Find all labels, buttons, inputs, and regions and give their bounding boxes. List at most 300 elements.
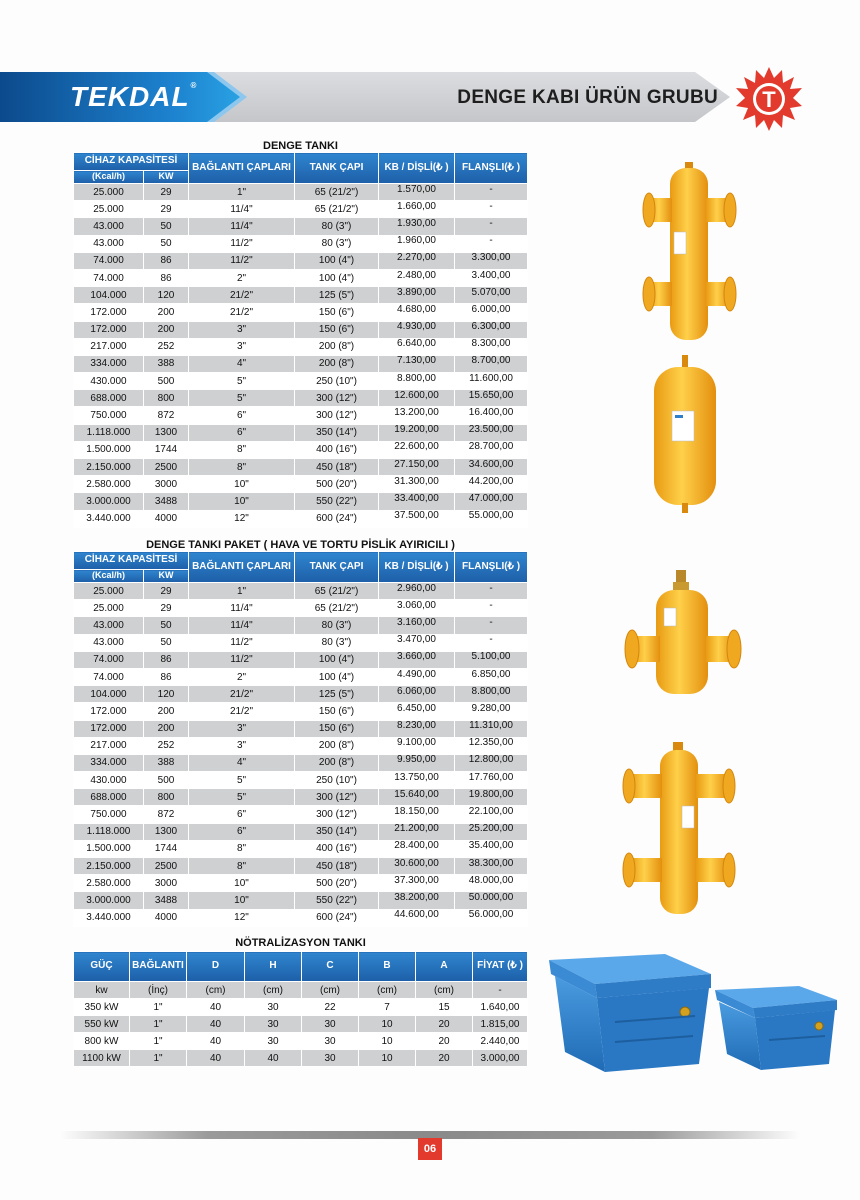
table-cell: 10: [359, 1033, 416, 1050]
table-cell: 22.600,00: [379, 441, 455, 458]
column-header: A: [416, 952, 473, 982]
table-row: [74, 304, 528, 321]
table-cell: 550 (22"): [295, 493, 379, 510]
table-row: [74, 355, 528, 372]
table-cell: 29: [144, 201, 189, 218]
table-cell: 500: [144, 772, 189, 789]
table-cell: 2500: [144, 459, 189, 476]
table-cell: 1": [130, 999, 187, 1016]
table-cell: 172.000: [74, 304, 144, 321]
table-cell: -: [473, 982, 528, 999]
table-row: [74, 600, 528, 617]
table-row: [74, 287, 528, 304]
table-cell: 800: [144, 390, 189, 407]
page-title: DENGE KABI ÜRÜN GRUBU: [457, 87, 718, 108]
table-cell: 9.280,00: [455, 703, 528, 720]
table-cell: 125 (5"): [295, 686, 379, 703]
table-cell: 1300: [144, 823, 189, 840]
table-cell: 6.300,00: [455, 321, 528, 338]
header-kcal: (Kcal/h): [74, 570, 144, 583]
table-cell: 74.000: [74, 252, 144, 269]
table-cell: 31.300,00: [379, 476, 455, 493]
table-cell: 12": [189, 510, 295, 527]
table-cell: 100 (4"): [295, 668, 379, 685]
table-cell: 350 (14"): [295, 424, 379, 441]
section-title-denge-tanki-paket: DENGE TANKI PAKET ( HAVA VE TORTU PİSLİK AYIRICILI ): [146, 539, 455, 551]
table-cell: 150 (6"): [295, 321, 379, 338]
column-header: GÜÇ: [74, 952, 130, 982]
table-cell: 3.470,00: [379, 634, 455, 651]
table-cell: 12": [189, 909, 295, 926]
table-cell: 11.600,00: [455, 373, 528, 390]
table-cell: 43.000: [74, 617, 144, 634]
table-cell: 19.800,00: [455, 789, 528, 806]
table-cell: 3488: [144, 892, 189, 909]
table-cell: 74.000: [74, 668, 144, 685]
table-cell: 1": [130, 1033, 187, 1050]
table-cell: 5": [189, 390, 295, 407]
header-tank-diameter: TANK ÇAPI: [295, 153, 379, 184]
table-cell: 22.100,00: [455, 806, 528, 823]
table-cell: 4.930,00: [379, 321, 455, 338]
table-cell: 86: [144, 668, 189, 685]
table-cell: 29: [144, 600, 189, 617]
table-cell: 23.500,00: [455, 424, 528, 441]
table-row: [74, 510, 528, 527]
table-cell: 48.000,00: [455, 875, 528, 892]
table-cell: 30: [302, 1016, 359, 1033]
table-cell: 6.850,00: [455, 668, 528, 685]
table-cell: 40: [187, 1050, 245, 1067]
header-kb-threaded: KB / DİŞLİ(₺ ): [379, 153, 455, 184]
table-row: [74, 476, 528, 493]
table-cell: 20: [416, 1016, 473, 1033]
section-title-notralizasyon: NÖTRALİZASYON TANKI: [235, 937, 366, 949]
table-cell: 2.960,00: [379, 583, 455, 600]
table-cell: 300 (12"): [295, 407, 379, 424]
denge-tanki-paket-image: [622, 570, 742, 700]
table-cell: 104.000: [74, 686, 144, 703]
notralizasyon-rows: [74, 982, 528, 1067]
table-cell: 11/2": [189, 651, 295, 668]
table-cell: 3": [189, 321, 295, 338]
table-row: [74, 407, 528, 424]
table-cell: 37.300,00: [379, 875, 455, 892]
table-cell: 13.750,00: [379, 772, 455, 789]
table-cell: 30: [302, 1033, 359, 1050]
table-cell: 334.000: [74, 754, 144, 771]
table-cell: 8.800,00: [379, 373, 455, 390]
table-cell: 4.680,00: [379, 304, 455, 321]
table-row: [74, 686, 528, 703]
table-cell: 7.130,00: [379, 355, 455, 372]
table-cell: 430.000: [74, 772, 144, 789]
table-cell: 25.000: [74, 583, 144, 600]
table-row: [74, 583, 528, 600]
table-cell: 17.760,00: [455, 772, 528, 789]
table-cell: 2": [189, 668, 295, 685]
badge-letter: T: [762, 87, 776, 112]
table-cell: 120: [144, 686, 189, 703]
table-cell: 15: [416, 999, 473, 1016]
table-cell: 8": [189, 840, 295, 857]
table-cell: 300 (12"): [295, 390, 379, 407]
column-header: H: [245, 952, 302, 982]
table-row: [74, 634, 528, 651]
table-cell: 30: [245, 999, 302, 1016]
table-cell: 6": [189, 806, 295, 823]
table-cell: 11/4": [189, 617, 295, 634]
column-header: D: [187, 952, 245, 982]
table-cell: 21/2": [189, 287, 295, 304]
table-cell: 10: [359, 1050, 416, 1067]
table-cell: 450 (18"): [295, 858, 379, 875]
table-cell: 56.000,00: [455, 909, 528, 926]
table-cell: 5": [189, 373, 295, 390]
table-cell: 34.600,00: [455, 459, 528, 476]
table-cell: 65 (21/2"): [295, 583, 379, 600]
header-kw: KW: [144, 171, 189, 184]
table-cell: 688.000: [74, 390, 144, 407]
table-cell: 12.800,00: [455, 754, 528, 771]
table-cell: 20: [416, 1033, 473, 1050]
table-row: [74, 858, 528, 875]
table-cell: 28.700,00: [455, 441, 528, 458]
table-cell: 200 (8"): [295, 355, 379, 372]
table-cell: 1.118.000: [74, 823, 144, 840]
table-cell: 6": [189, 823, 295, 840]
table-cell: 50: [144, 218, 189, 235]
table-cell: 6.000,00: [455, 304, 528, 321]
table-cell: -: [455, 184, 528, 201]
table-cell: 450 (18"): [295, 459, 379, 476]
table-cell: 6": [189, 424, 295, 441]
table-cell: 500: [144, 373, 189, 390]
table-cell: 4": [189, 754, 295, 771]
table-cell: 217.000: [74, 737, 144, 754]
column-header: B: [359, 952, 416, 982]
denge-tanki-flanged-image: [640, 160, 740, 348]
table-cell: 200: [144, 304, 189, 321]
table-cell: 1.570,00: [379, 184, 455, 201]
table-cell: 252: [144, 737, 189, 754]
notralizasyon-box-small-image: [713, 984, 841, 1074]
table-cell: 43.000: [74, 218, 144, 235]
table-cell: 1": [189, 184, 295, 201]
table-cell: 86: [144, 269, 189, 286]
denge-tanki-table: [73, 152, 528, 528]
table-cell: 400 (16"): [295, 840, 379, 857]
table-cell: 12.350,00: [455, 737, 528, 754]
table-cell: 1.815,00: [473, 1016, 528, 1033]
table-cell: 6.640,00: [379, 338, 455, 355]
header-capacity: CİHAZ KAPASİTESİ: [74, 552, 189, 570]
table-row: [74, 823, 528, 840]
table-row: [74, 459, 528, 476]
table-cell: 10": [189, 493, 295, 510]
table-cell: 200 (8"): [295, 338, 379, 355]
table-cell: 10": [189, 476, 295, 493]
table-cell: 150 (6"): [295, 720, 379, 737]
table-cell: kw: [74, 982, 130, 999]
table-cell: 80 (3"): [295, 634, 379, 651]
table-cell: 872: [144, 407, 189, 424]
table-cell: 11/4": [189, 600, 295, 617]
header-flanged: FLANŞLI(₺ ): [455, 552, 528, 583]
table-cell: 74.000: [74, 651, 144, 668]
table-cell: 13.200,00: [379, 407, 455, 424]
table-row: [74, 754, 528, 771]
table-cell: 10": [189, 892, 295, 909]
table-cell: 30: [245, 1016, 302, 1033]
table-cell: 750.000: [74, 407, 144, 424]
table-cell: 1744: [144, 840, 189, 857]
table-cell: 19.200,00: [379, 424, 455, 441]
table-cell: -: [455, 600, 528, 617]
table-cell: 3.060,00: [379, 600, 455, 617]
table-row: [74, 424, 528, 441]
table-cell: 43.000: [74, 634, 144, 651]
table-cell: 5.070,00: [455, 287, 528, 304]
table-row: [74, 789, 528, 806]
table-cell: 3.890,00: [379, 287, 455, 304]
table-cell: 8.230,00: [379, 720, 455, 737]
table-cell: 300 (12"): [295, 806, 379, 823]
table-row: [74, 617, 528, 634]
table-cell: 3.000,00: [473, 1050, 528, 1067]
table-cell: 65 (21/2"): [295, 600, 379, 617]
table-row: [74, 651, 528, 668]
table-cell: 3": [189, 737, 295, 754]
table-row: [74, 982, 528, 999]
table-row: [74, 218, 528, 235]
table-cell: 250 (10"): [295, 772, 379, 789]
header-kb-threaded: KB / DİŞLİ(₺ ): [379, 552, 455, 583]
table-cell: 250 (10"): [295, 373, 379, 390]
table-cell: 4000: [144, 909, 189, 926]
table-cell: 2.150.000: [74, 858, 144, 875]
table-cell: 38.300,00: [455, 858, 528, 875]
table-cell: 25.200,00: [455, 823, 528, 840]
table-cell: 172.000: [74, 720, 144, 737]
table-cell: (cm): [302, 982, 359, 999]
table-cell: 1100 kW: [74, 1050, 130, 1067]
table-cell: 74.000: [74, 269, 144, 286]
table-cell: 18.150,00: [379, 806, 455, 823]
table-cell: (cm): [187, 982, 245, 999]
table-cell: 750.000: [74, 806, 144, 823]
table-cell: 2.580.000: [74, 476, 144, 493]
column-header: BAĞLANTI: [130, 952, 187, 982]
table-cell: 252: [144, 338, 189, 355]
header-band: [0, 72, 860, 122]
table-cell: 20: [416, 1050, 473, 1067]
table-cell: 500 (20"): [295, 875, 379, 892]
table-row: [74, 875, 528, 892]
header-kcal: (Kcal/h): [74, 171, 144, 184]
table-cell: 3.400,00: [455, 269, 528, 286]
column-header: FİYAT (₺ ): [473, 952, 528, 982]
denge-tanki-cylinder-image: [650, 355, 720, 515]
table-row: [74, 201, 528, 218]
table-row: [74, 737, 528, 754]
table-cell: 65 (21/2"): [295, 184, 379, 201]
table-cell: 3.000.000: [74, 892, 144, 909]
table-cell: 172.000: [74, 321, 144, 338]
table-cell: 100 (4"): [295, 651, 379, 668]
table-cell: 8.800,00: [455, 686, 528, 703]
table-row: [74, 252, 528, 269]
table-cell: 217.000: [74, 338, 144, 355]
table-cell: 38.200,00: [379, 892, 455, 909]
table-row: [74, 703, 528, 720]
table-cell: 334.000: [74, 355, 144, 372]
table-cell: 30: [302, 1050, 359, 1067]
table-cell: -: [455, 617, 528, 634]
header-flanged: FLANŞLI(₺ ): [455, 153, 528, 184]
table-cell: 11/2": [189, 252, 295, 269]
table-cell: 1.930,00: [379, 218, 455, 235]
table-row: [74, 373, 528, 390]
table-cell: 6.060,00: [379, 686, 455, 703]
denge-tanki-rows: [74, 184, 528, 528]
table-cell: 388: [144, 355, 189, 372]
table-cell: 44.600,00: [379, 909, 455, 926]
table-cell: 104.000: [74, 287, 144, 304]
table-row: [74, 909, 528, 926]
table-cell: 100 (4"): [295, 252, 379, 269]
table-cell: 5": [189, 789, 295, 806]
table-row: [74, 1033, 528, 1050]
table-cell: 400 (16"): [295, 441, 379, 458]
table-cell: 3.000.000: [74, 493, 144, 510]
table-cell: (cm): [359, 982, 416, 999]
table-cell: 100 (4"): [295, 269, 379, 286]
table-row: [74, 806, 528, 823]
table-cell: 21/2": [189, 703, 295, 720]
table-cell: 29: [144, 583, 189, 600]
table-cell: 2.580.000: [74, 875, 144, 892]
table-cell: 11/2": [189, 634, 295, 651]
table-row: [74, 184, 528, 201]
table-cell: 65 (21/2"): [295, 201, 379, 218]
table-cell: 3488: [144, 493, 189, 510]
table-cell: 28.400,00: [379, 840, 455, 857]
table-cell: 2.270,00: [379, 252, 455, 269]
header-kw: KW: [144, 570, 189, 583]
table-cell: 600 (24"): [295, 909, 379, 926]
table-cell: 50: [144, 634, 189, 651]
table-cell: 8": [189, 459, 295, 476]
table-cell: 6.450,00: [379, 703, 455, 720]
table-cell: 1744: [144, 441, 189, 458]
table-cell: 33.400,00: [379, 493, 455, 510]
table-cell: 27.150,00: [379, 459, 455, 476]
table-cell: 125 (5"): [295, 287, 379, 304]
table-cell: 80 (3"): [295, 617, 379, 634]
table-row: [74, 999, 528, 1016]
table-row: [74, 1050, 528, 1067]
table-cell: 200: [144, 321, 189, 338]
table-cell: 3.160,00: [379, 617, 455, 634]
table-cell: 1.660,00: [379, 201, 455, 218]
table-cell: 430.000: [74, 373, 144, 390]
table-cell: 11.310,00: [455, 720, 528, 737]
table-cell: 10: [359, 1016, 416, 1033]
table-cell: 3000: [144, 476, 189, 493]
table-row: [74, 668, 528, 685]
table-cell: 3.440.000: [74, 909, 144, 926]
table-cell: 29: [144, 184, 189, 201]
table-cell: 300 (12"): [295, 789, 379, 806]
table-cell: 8": [189, 858, 295, 875]
table-cell: 6": [189, 407, 295, 424]
table-cell: 200: [144, 720, 189, 737]
table-row: [74, 840, 528, 857]
table-cell: 8": [189, 441, 295, 458]
table-cell: (cm): [416, 982, 473, 999]
header-capacity: CİHAZ KAPASİTESİ: [74, 153, 189, 171]
table-cell: 2.440,00: [473, 1033, 528, 1050]
table-cell: 43.000: [74, 235, 144, 252]
table-cell: 10": [189, 875, 295, 892]
table-cell: 3000: [144, 875, 189, 892]
notralizasyon-table: [73, 951, 528, 1067]
table-cell: 350 kW: [74, 999, 130, 1016]
table-cell: 40: [187, 1016, 245, 1033]
table-row: [74, 321, 528, 338]
table-cell: 200 (8"): [295, 737, 379, 754]
header-connection: BAĞLANTI ÇAPLARI: [189, 552, 295, 583]
table-cell: 25.000: [74, 184, 144, 201]
table-cell: 21.200,00: [379, 823, 455, 840]
section-title-denge-tanki: DENGE TANKI: [263, 140, 338, 152]
table-cell: -: [455, 583, 528, 600]
table-cell: 4": [189, 355, 295, 372]
table-cell: 3.300,00: [455, 252, 528, 269]
table-row: [74, 441, 528, 458]
table-cell: 25.000: [74, 600, 144, 617]
table-cell: 500 (20"): [295, 476, 379, 493]
table-cell: 55.000,00: [455, 510, 528, 527]
notralizasyon-box-large-image: [545, 952, 715, 1078]
table-cell: 200 (8"): [295, 754, 379, 771]
table-cell: 1": [130, 1016, 187, 1033]
table-cell: 200: [144, 703, 189, 720]
table-cell: 3.660,00: [379, 651, 455, 668]
table-row: [74, 1016, 528, 1033]
table-cell: 1.500.000: [74, 441, 144, 458]
table-cell: 3": [189, 720, 295, 737]
table-cell: 350 (14"): [295, 823, 379, 840]
table-cell: 5": [189, 772, 295, 789]
header-tank-diameter: TANK ÇAPI: [295, 552, 379, 583]
table-cell: 40: [245, 1050, 302, 1067]
brand-logo: TEKDAL®: [70, 81, 198, 112]
table-cell: 25.000: [74, 201, 144, 218]
table-row: [74, 720, 528, 737]
table-cell: 550 (22"): [295, 892, 379, 909]
table-cell: 44.200,00: [455, 476, 528, 493]
table-cell: 80 (3"): [295, 235, 379, 252]
table-cell: 37.500,00: [379, 510, 455, 527]
table-cell: 1.118.000: [74, 424, 144, 441]
table-cell: -: [455, 201, 528, 218]
brand-badge-icon: [736, 66, 802, 132]
table-row: [74, 338, 528, 355]
table-cell: 1.960,00: [379, 235, 455, 252]
table-cell: 800: [144, 789, 189, 806]
